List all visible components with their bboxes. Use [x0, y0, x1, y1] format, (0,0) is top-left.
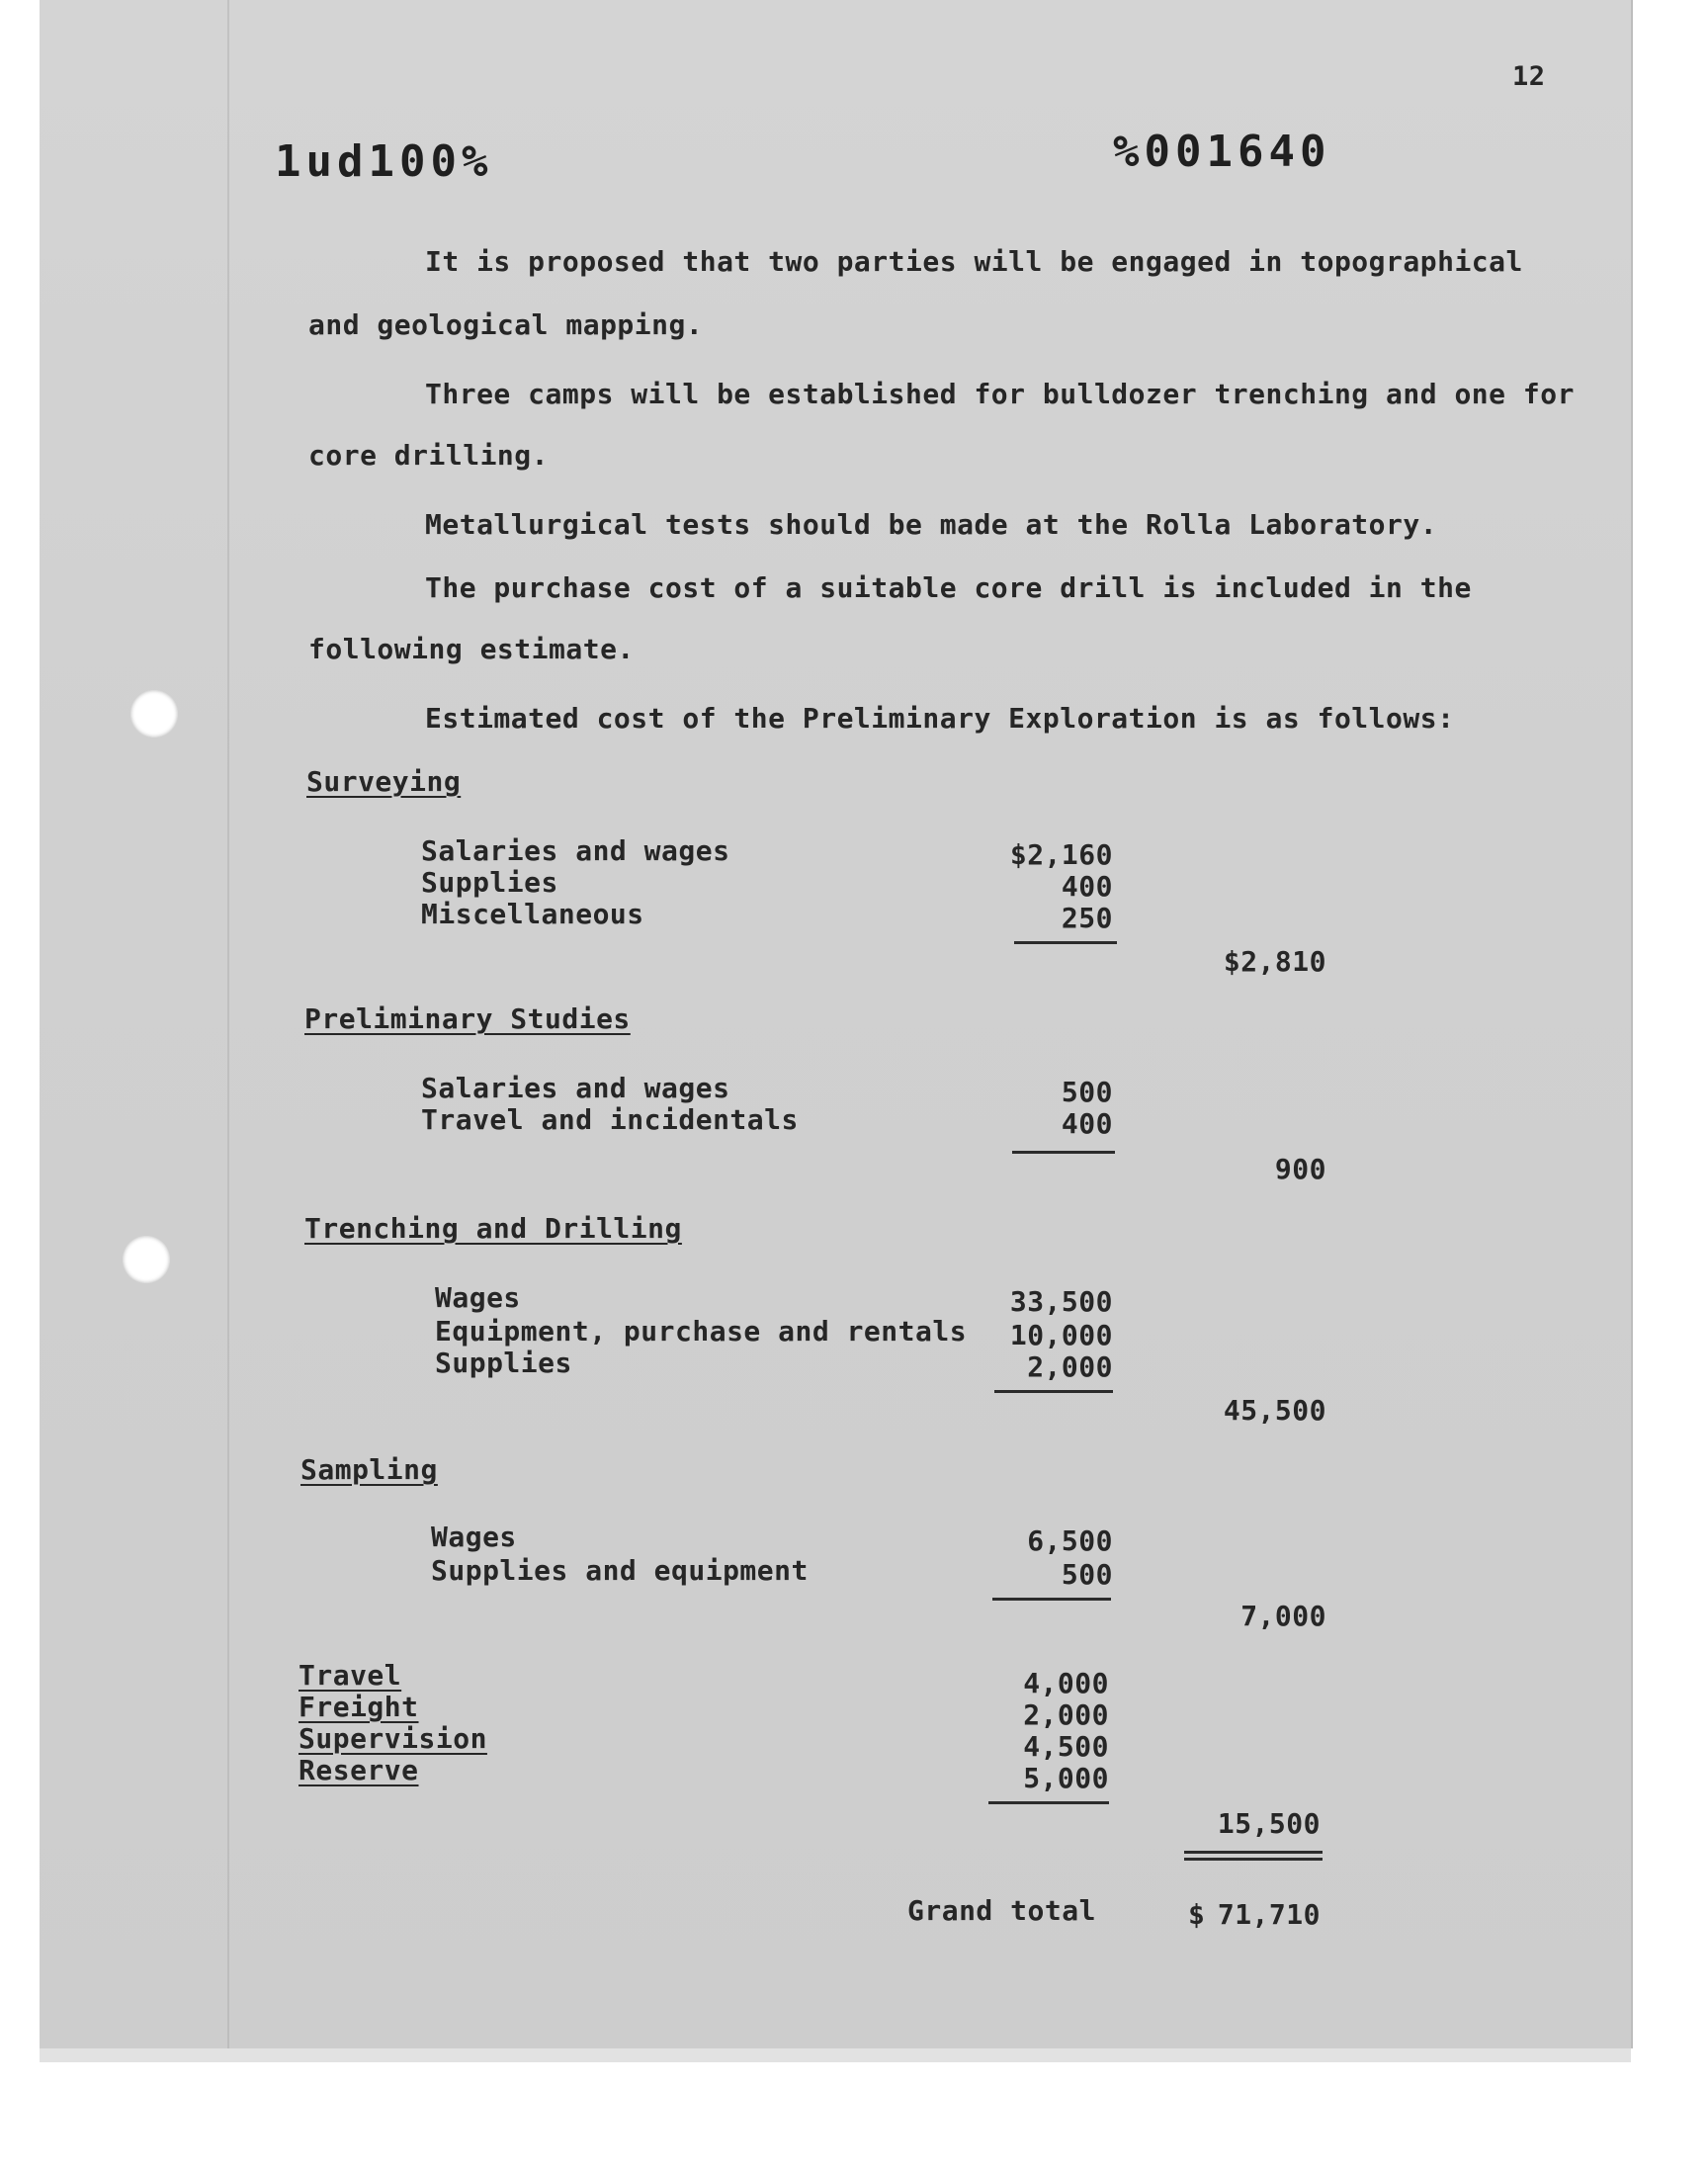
surveying-item-label: Miscellaneous [421, 898, 644, 930]
preliminary-studies-item-amount: 400 [1061, 1107, 1113, 1140]
trenching-item-amount: 10,000 [1009, 1319, 1113, 1351]
paragraph-1-line-2: and geological mapping. [308, 308, 704, 341]
grand-total-amount: 71,710 [1217, 1898, 1321, 1931]
item-heading-supervision: Supervision [299, 1722, 487, 1755]
preliminary-studies-subtotal: 900 [1274, 1153, 1326, 1185]
section-heading-surveying: Surveying [306, 765, 462, 798]
trenching-item-amount: 2,000 [1027, 1350, 1113, 1383]
grand-total-double-rule [1184, 1851, 1323, 1861]
sampling-item-amount: 500 [1061, 1558, 1113, 1591]
paragraph-2-line-1: Three camps will be established for bulldozer trenching and one for [425, 378, 1575, 410]
trenching-sum-rule [994, 1390, 1113, 1393]
punch-hole-top [130, 690, 178, 738]
other-items-subtotal: 15,500 [1217, 1807, 1321, 1840]
other-items-sum-rule [988, 1801, 1109, 1804]
trenching-item-label: Wages [435, 1281, 521, 1314]
trenching-item-amount: 33,500 [1009, 1285, 1113, 1318]
sampling-item-label: Supplies and equipment [431, 1554, 809, 1587]
preliminary-studies-item-amount: 500 [1061, 1076, 1113, 1108]
trenching-item-label: Supplies [435, 1347, 572, 1379]
page-bottom-edge [40, 2048, 1631, 2062]
surveying-item-amount: 400 [1061, 870, 1113, 903]
scanned-page [40, 0, 1631, 2048]
document-number-stamp-left: 1ud100% [275, 136, 493, 187]
section-heading-trenching-and-drilling: Trenching and Drilling [304, 1212, 682, 1245]
paragraph-3-line-1: Metallurgical tests should be made at the Rolla Laboratory. [425, 508, 1438, 541]
grand-total-label: Grand total [907, 1894, 1096, 1927]
other-item-amount: 4,500 [1023, 1730, 1109, 1763]
grand-total-currency: $ [1188, 1898, 1206, 1931]
preliminary-studies-sum-rule [1012, 1151, 1115, 1154]
other-item-amount: 4,000 [1023, 1667, 1109, 1699]
trenching-subtotal: 45,500 [1223, 1394, 1326, 1427]
surveying-item-label: Salaries and wages [421, 834, 730, 867]
paragraph-1-line-1: It is proposed that two parties will be engaged in topographical [425, 245, 1523, 278]
surveying-subtotal: $2,810 [1223, 945, 1326, 978]
page-number: 12 [1512, 61, 1546, 92]
trenching-item-label: Equipment, purchase and rentals [435, 1315, 968, 1348]
preliminary-studies-item-label: Travel and incidentals [421, 1103, 799, 1136]
sampling-subtotal: 7,000 [1240, 1600, 1326, 1632]
surveying-item-label: Supplies [421, 866, 558, 899]
page-fold-shadow [227, 0, 229, 2048]
item-heading-reserve: Reserve [299, 1754, 419, 1786]
section-heading-preliminary-studies: Preliminary Studies [304, 1002, 631, 1035]
punch-hole-bottom [123, 1236, 170, 1283]
paragraph-5-line-1: Estimated cost of the Preliminary Exploration is as follows: [425, 702, 1455, 735]
surveying-item-amount: $2,160 [1009, 838, 1113, 871]
item-heading-freight: Freight [299, 1691, 419, 1723]
sampling-sum-rule [992, 1598, 1111, 1601]
other-item-amount: 2,000 [1023, 1698, 1109, 1731]
other-item-amount: 5,000 [1023, 1762, 1109, 1794]
paragraph-4-line-2: following estimate. [308, 633, 635, 665]
item-heading-travel: Travel [299, 1659, 402, 1692]
document-number-stamp-right: %001640 [1113, 127, 1331, 177]
paragraph-2-line-2: core drilling. [308, 439, 550, 472]
paragraph-4-line-1: The purchase cost of a suitable core drill is included in the [425, 571, 1472, 604]
sampling-item-label: Wages [431, 1521, 517, 1553]
surveying-sum-rule [1014, 941, 1117, 944]
sampling-item-amount: 6,500 [1027, 1524, 1113, 1557]
preliminary-studies-item-label: Salaries and wages [421, 1072, 730, 1104]
surveying-item-amount: 250 [1061, 902, 1113, 934]
section-heading-sampling: Sampling [300, 1453, 438, 1486]
